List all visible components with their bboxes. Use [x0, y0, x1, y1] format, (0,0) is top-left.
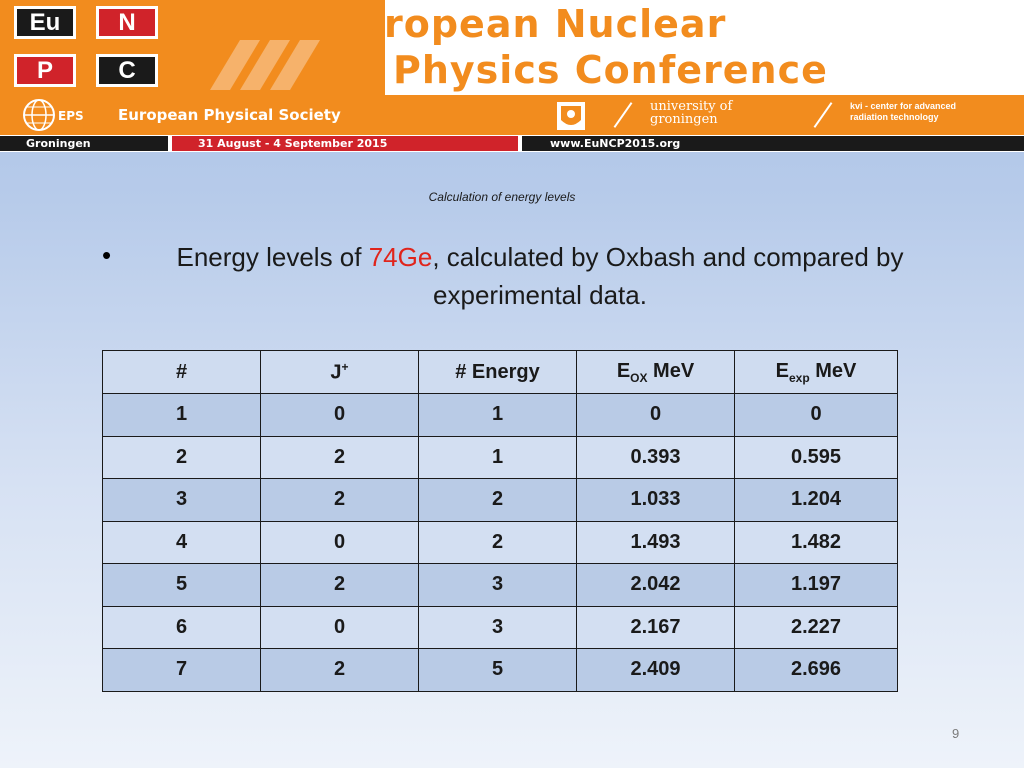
- header-e-experimental: $E_{exp}$ MeV: [735, 351, 898, 394]
- cell-index: 5: [103, 564, 261, 607]
- bullet-text-start: Energy levels of: [176, 242, 369, 272]
- cell-e-experimental: 1.482: [735, 521, 898, 564]
- logo-tile-c: C: [96, 54, 158, 87]
- cell-spin: 0: [261, 606, 419, 649]
- table-row: [103, 564, 898, 607]
- cell-e-experimental: 1.197: [735, 564, 898, 607]
- kvi-line2: radiation technology: [850, 112, 939, 122]
- city-label: Groningen: [0, 136, 168, 151]
- kvi-line1: kvi - center for advanced: [850, 101, 957, 111]
- university-crest-icon: [553, 98, 589, 132]
- page-number: 9: [952, 726, 960, 741]
- cell-spin: 2: [261, 564, 419, 607]
- website-label: www.EuNCP2015.org: [522, 136, 1024, 151]
- cell-index: 7: [103, 649, 261, 692]
- table-row: [103, 521, 898, 564]
- diagonal-stripes-decoration: [200, 40, 320, 90]
- header-spin: J+: [261, 351, 419, 394]
- cell-energy-number: 2: [419, 479, 577, 522]
- table-row: [103, 649, 898, 692]
- cell-spin: 2: [261, 649, 419, 692]
- bullet-text: [100, 238, 980, 314]
- cell-e-experimental: 0: [735, 394, 898, 437]
- slide-subtitle: Calculation of energy levels: [428, 190, 576, 204]
- university-name: [650, 100, 732, 126]
- table-row: [103, 394, 898, 437]
- cell-spin: 0: [261, 521, 419, 564]
- cell-e-oxbash: 0: [577, 394, 735, 437]
- cell-e-oxbash: 1.493: [577, 521, 735, 564]
- cell-index: 1: [103, 394, 261, 437]
- table-row: [103, 606, 898, 649]
- logo-tile-n: N: [96, 6, 158, 39]
- header-e-oxbash: $E_{OX}$ MeV: [577, 351, 735, 394]
- cell-index: 6: [103, 606, 261, 649]
- cell-energy-number: 2: [419, 521, 577, 564]
- cell-energy-number: 3: [419, 564, 577, 607]
- cell-e-experimental: 2.227: [735, 606, 898, 649]
- energy-levels-table: [102, 350, 898, 692]
- table-row: [103, 436, 898, 479]
- table-header-row: [103, 351, 898, 394]
- cell-index: 4: [103, 521, 261, 564]
- cell-spin: 2: [261, 436, 419, 479]
- table-row: [103, 479, 898, 522]
- cell-energy-number: 1: [419, 436, 577, 479]
- logo-tile-eu: Eu: [14, 6, 76, 39]
- cell-index: 2: [103, 436, 261, 479]
- bullet-point: •: [102, 240, 112, 270]
- eunpc-logo: [0, 0, 176, 95]
- header-energy-number: # Energy: [419, 351, 577, 394]
- conference-title-line1: 2015 European Nuclear: [205, 2, 727, 46]
- cell-energy-number: 1: [419, 394, 577, 437]
- university-line2: groningen: [650, 112, 718, 127]
- university-line1: university of: [650, 99, 733, 114]
- cell-energy-number: 3: [419, 606, 577, 649]
- cell-e-experimental: 1.204: [735, 479, 898, 522]
- isotope-highlight: 74Ge: [368, 242, 433, 272]
- cell-energy-number: 5: [419, 649, 577, 692]
- header-index: #: [103, 351, 261, 394]
- eps-globe-icon: [22, 98, 104, 132]
- cell-e-oxbash: 2.409: [577, 649, 735, 692]
- cell-e-oxbash: 2.042: [577, 564, 735, 607]
- conference-banner: [0, 0, 1024, 152]
- cell-e-oxbash: 0.393: [577, 436, 735, 479]
- cell-e-oxbash: 1.033: [577, 479, 735, 522]
- logo-tile-p: P: [14, 54, 76, 87]
- cell-e-experimental: 0.595: [735, 436, 898, 479]
- conference-title-line2: Physics Conference: [393, 48, 828, 92]
- society-name: European Physical Society: [118, 106, 341, 124]
- cell-e-experimental: 2.696: [735, 649, 898, 692]
- cell-e-oxbash: 2.167: [577, 606, 735, 649]
- eps-logo-text: EPS: [58, 109, 84, 123]
- cell-spin: 2: [261, 479, 419, 522]
- dates-label: 31 August - 4 September 2015: [172, 136, 518, 151]
- bullet-text-end: , calculated by Oxbash and compared by experimental data.: [432, 242, 904, 310]
- kvi-name: [850, 101, 956, 123]
- cell-index: 3: [103, 479, 261, 522]
- cell-spin: 0: [261, 394, 419, 437]
